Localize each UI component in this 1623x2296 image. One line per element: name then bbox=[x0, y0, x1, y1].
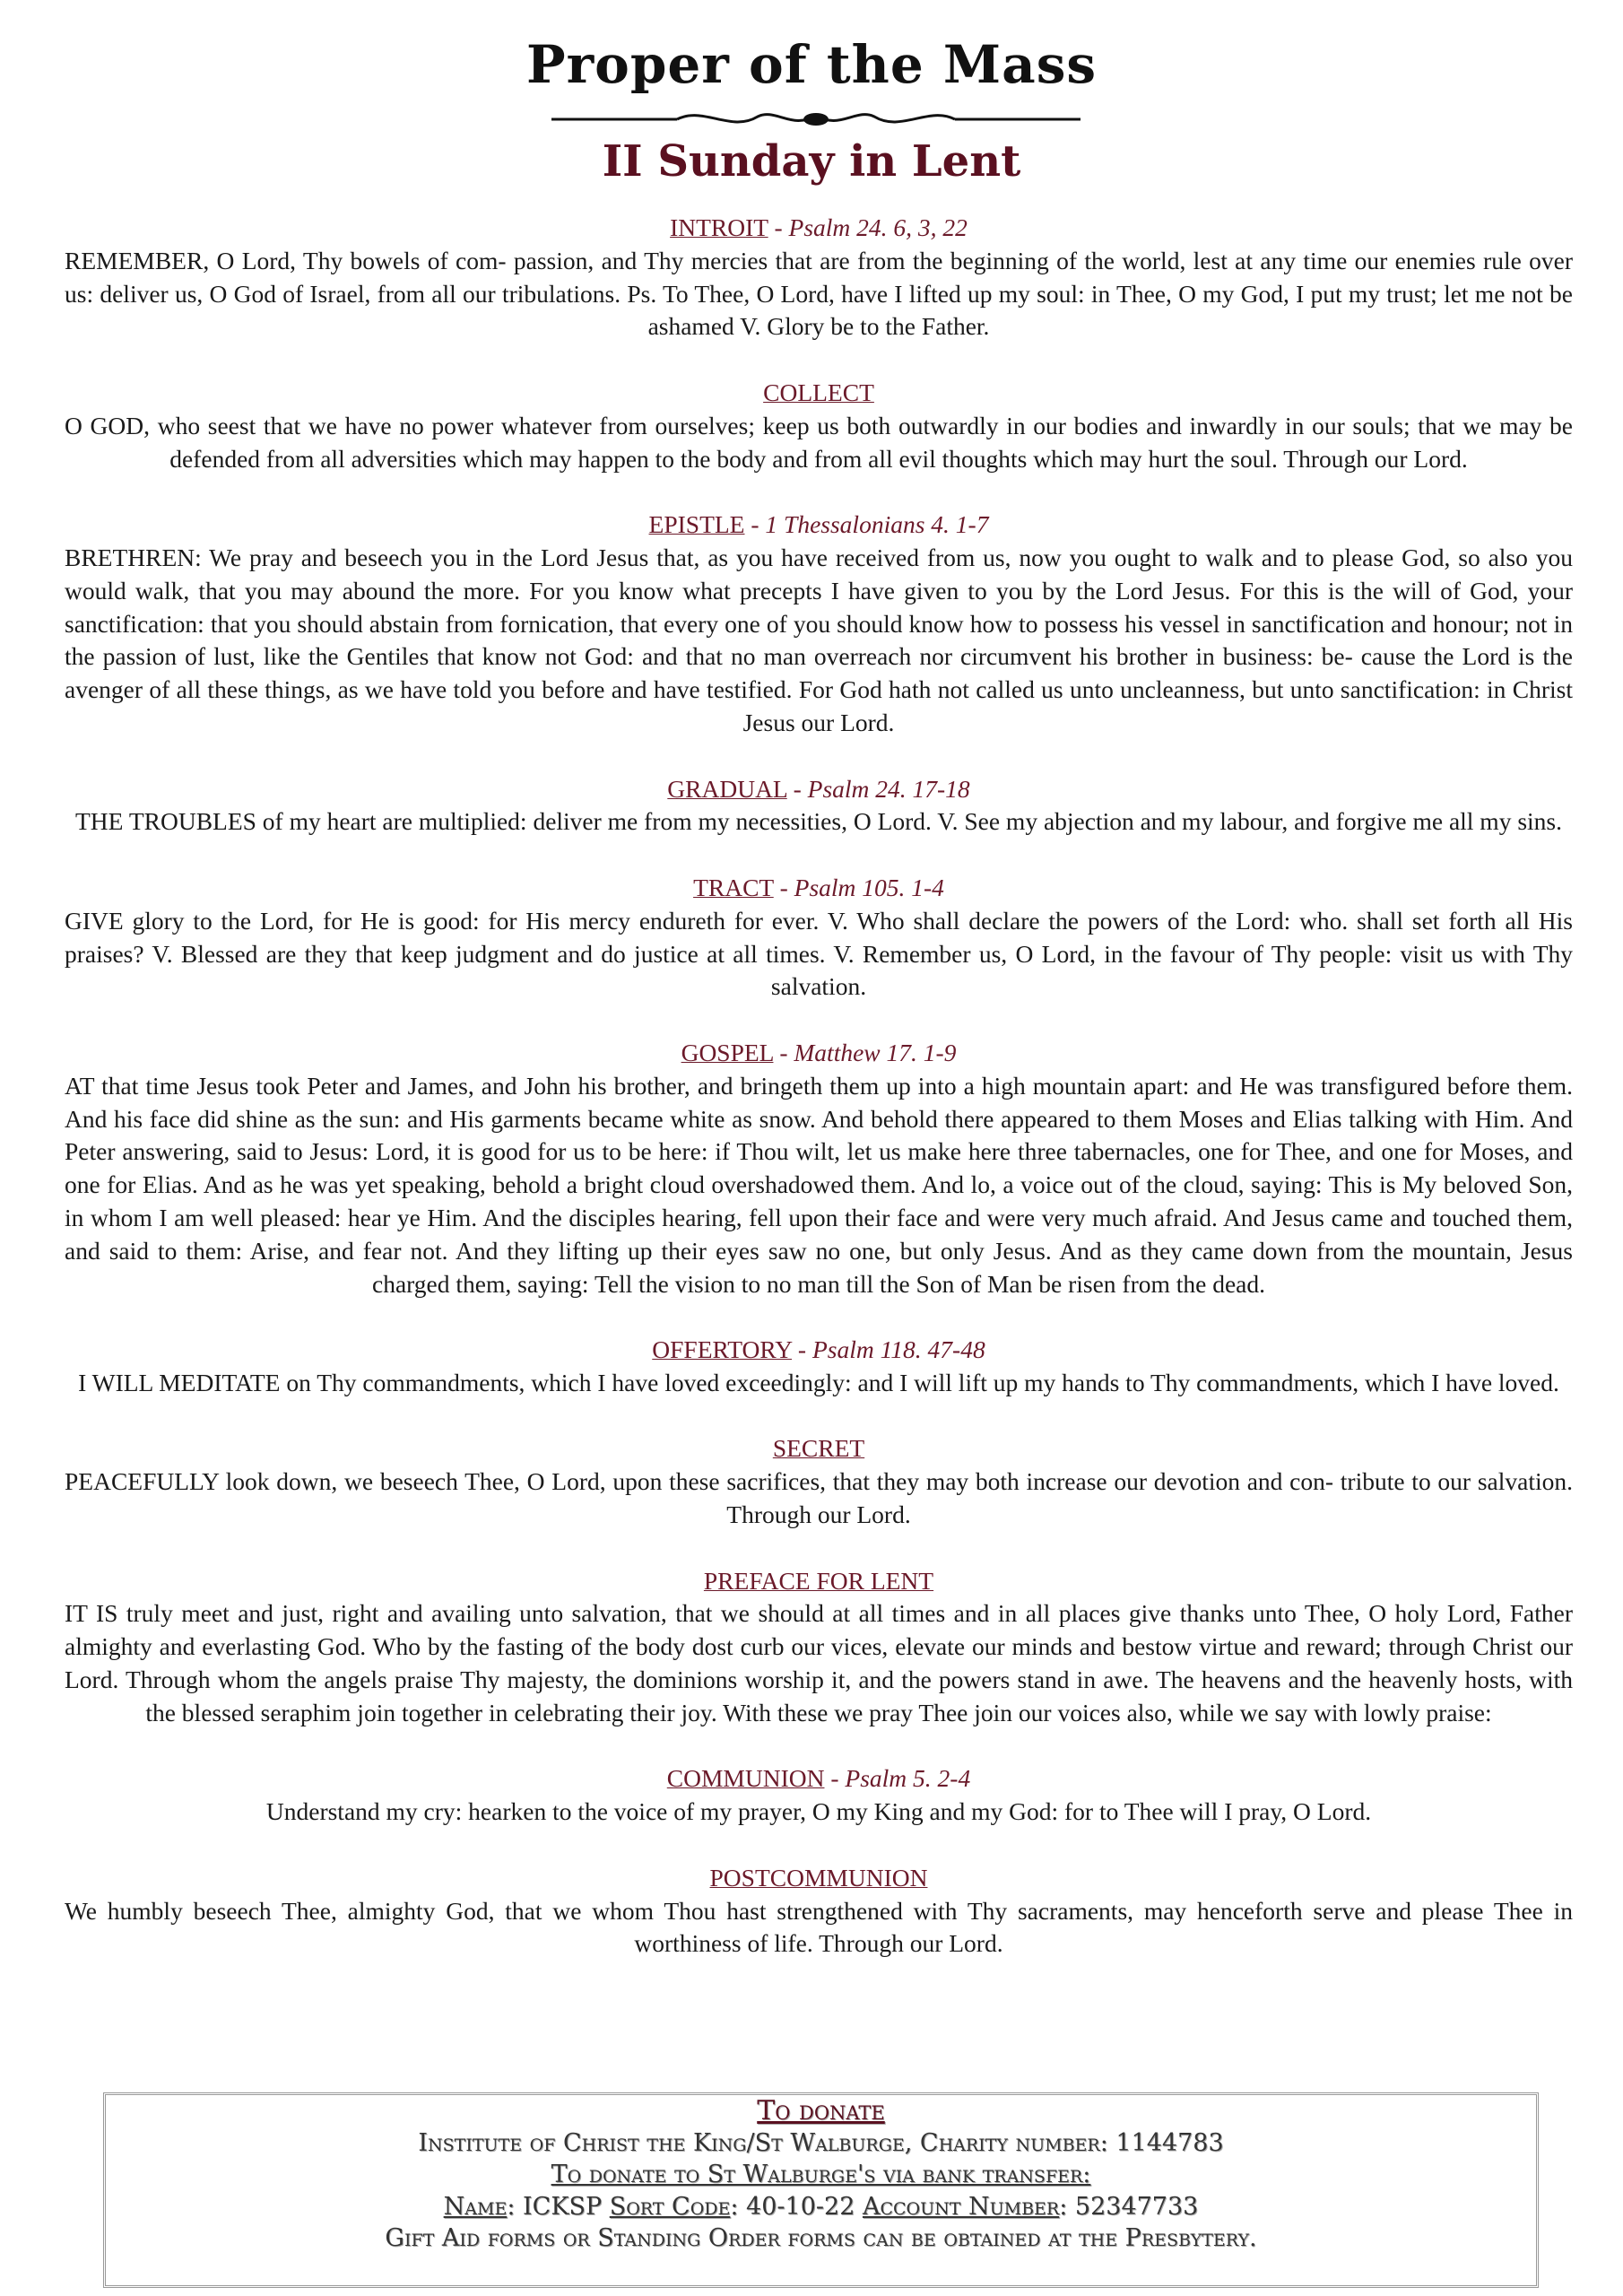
section-postcommunion bbox=[65, 1862, 1573, 1961]
scripture-reference: Matthew 17. 1-9 bbox=[794, 1038, 957, 1066]
section-label: OFFERTORY bbox=[652, 1335, 793, 1364]
section-heading bbox=[65, 1565, 1573, 1598]
section-offertory bbox=[65, 1334, 1573, 1400]
section-text: THE TROUBLES of my heart are multiplied: deliver me from my necessities, O Lord. V. See my abjection and my labour, and forgive me all my sins. bbox=[75, 807, 1562, 836]
section-label: COLLECT bbox=[763, 378, 874, 406]
scripture-reference: Psalm 118. 47-48 bbox=[812, 1335, 985, 1364]
account-number-label: Account Number bbox=[862, 2192, 1060, 2221]
section-heading bbox=[65, 212, 1573, 245]
section-label: INTROIT bbox=[670, 213, 768, 241]
page-subtitle: II Sunday in Lent bbox=[602, 136, 1021, 187]
bank-details bbox=[106, 2191, 1536, 2223]
section-label: GOSPEL bbox=[681, 1038, 774, 1066]
sort-code-value: : 40-10-22 bbox=[730, 2192, 863, 2221]
section-communion bbox=[65, 1762, 1573, 1829]
ornamental-divider bbox=[551, 106, 1081, 133]
section-label: GRADUAL bbox=[667, 774, 787, 803]
section-heading bbox=[65, 872, 1573, 905]
section-label: SECRET bbox=[772, 1434, 865, 1463]
section-text: AT that time Jesus took Peter and James, and John his brother, and bringeth them up into a high mountain apart: and He was transfigured before them. And his face did shine as the sun: and His garments became white as snow. And behold there appeared to them Moses and Elias talking with Him. And Peter answering, said to Jesus: Lord, it is good for us to be here: if Thou wilt, let us make here three tabernacles, one for Thee, and one for Moses, and one for Elias. And as he was yet speaking, behold a bright cloud overshadowed them. And lo, a voice out of the cloud, saying: This is My beloved Son, in whom I am well pleased: hear ye Him. And the disciples hearing, fell upon their face and were very much afraid. And Jesus came and touched them, and said to them: Arise, and fear not. And they lifting up their eyes saw no one, but only Jesus. And as they came down from the mountain, Jesus charged them, saying: Tell the vision to no man till the Son of Man be risen from the dead. bbox=[65, 1071, 1573, 1298]
section-separator: - bbox=[824, 1764, 846, 1793]
donate-title: To donate bbox=[757, 2095, 885, 2126]
section-secret bbox=[65, 1432, 1573, 1531]
account-number-value: : 52347733 bbox=[1059, 2192, 1199, 2221]
section-gradual bbox=[65, 773, 1573, 839]
gift-aid-note: Gift Aid forms or Standing Order forms can be obtained at the Presbytery. bbox=[385, 2224, 1257, 2252]
sort-code-label: Sort Code bbox=[609, 2192, 731, 2221]
section-label: POSTCOMMUNION bbox=[709, 1863, 928, 1892]
section-text: O GOD, who seest that we have no power whatever from ourselves; keep us both outwardly in our bodies and inwardly in our souls; that we may be defended from all adversities which may happen to the body and from all evil thoughts which may hurt the soul. Through our Lord. bbox=[65, 411, 1573, 473]
scripture-reference: Psalm 5. 2-4 bbox=[845, 1764, 971, 1793]
mass-propers bbox=[65, 212, 1573, 1994]
section-collect bbox=[65, 377, 1573, 475]
section-heading bbox=[65, 1432, 1573, 1465]
section-text: I WILL MEDITATE on Thy commandments, which I have loved exceedingly: and I will lift up my hands to Thy commandments, which I have loved. bbox=[78, 1368, 1559, 1396]
charity-info: Institute of Christ the King/St Walburge, Charity number: 1144783 bbox=[418, 2128, 1224, 2157]
section-heading bbox=[65, 1762, 1573, 1796]
scripture-reference: Psalm 24. 17-18 bbox=[807, 774, 970, 803]
section-label: PREFACE FOR LENT bbox=[703, 1566, 934, 1595]
section-separator: - bbox=[773, 1038, 794, 1066]
section-label: TRACT bbox=[693, 873, 774, 901]
section-heading bbox=[65, 377, 1573, 410]
name-value: : ICKSP bbox=[507, 2192, 610, 2221]
scripture-reference: 1 Thessalonians 4. 1-7 bbox=[765, 510, 989, 539]
section-heading bbox=[65, 773, 1573, 806]
section-heading bbox=[65, 509, 1573, 542]
page-title: Proper of the Mass bbox=[525, 34, 1098, 95]
section-introit bbox=[65, 212, 1573, 344]
section-text: REMEMBER, O Lord, Thy bowels of com- passion, and Thy mercies that are from the beginning of the world, lest at any time our enemies rule over us: deliver us, O God of Israel, from all our tribulations. Ps. To Thee, O Lord, have I lifted up my soul: in Thee, O my God, I put my trust; let me not be ashamed V. Glory be to the Father. bbox=[65, 246, 1573, 341]
section-text: BRETHREN: We pray and beseech you in the Lord Jesus that, as you have received from us, now you ought to walk and to please God, so also you would walk, that you may abound the more. For you know what precepts I have given to you by the Lord Jesus. For this is the will of God, your sanctification: that you should abstain from fornication, that every one of you should know how to possess his vessel in sanctification and honour; not in the passion of lust, like the Gentiles that know not God: and that no man overreach nor circumvent his brother in business: be- cause the Lord is the avenger of all these things, as we have told you before and have testified. For God hath not called us unto uncleanness, but unto sanctification: in Christ Jesus our Lord. bbox=[65, 543, 1573, 736]
section-text: GIVE glory to the Lord, for He is good: for His mercy endureth for ever. V. Who shall declare the powers of the Lord: who. shall set forth all His praises? V. Blessed are they that keep judgment and do justice at all times. V. Remember us, O Lord, in the favour of Thy people: visit us with Thy salvation. bbox=[65, 906, 1573, 1001]
section-separator: - bbox=[744, 510, 766, 539]
section-heading bbox=[65, 1862, 1573, 1895]
section-epistle bbox=[65, 509, 1573, 740]
section-separator: - bbox=[773, 873, 794, 901]
section-separator: - bbox=[792, 1335, 812, 1364]
name-label: Name bbox=[443, 2192, 508, 2221]
section-text: Understand my cry: hearken to the voice of my prayer, O my King and my God: for to Thee will I pray, O Lord. bbox=[265, 1797, 1372, 1826]
section-heading bbox=[65, 1037, 1573, 1070]
section-text: IT IS truly meet and just, right and availing unto salvation, that we should at all times and in all places give thanks unto Thee, O holy Lord, Father almighty and everlasting God. Who by the fasting of the body dost curb our vices, elevate our minds and bestow virtue and reward; through Christ our Lord. Through whom the angels praise Thy majesty, the dominions worship it, and the powers stand in awe. The heavens and the heavenly hosts, with the blessed seraphim join together in celebrating their joy. With these we pray Thee join our voices also, while we say with lowly praise: bbox=[65, 1599, 1573, 1726]
section-tract bbox=[65, 872, 1573, 1004]
section-separator: - bbox=[768, 213, 789, 241]
bank-transfer-heading: To donate to St Walburge's via bank transfer: bbox=[551, 2161, 1091, 2188]
section-label: EPISTLE bbox=[648, 510, 745, 539]
donation-box bbox=[103, 2092, 1539, 2288]
section-gospel bbox=[65, 1037, 1573, 1300]
section-separator: - bbox=[786, 774, 808, 803]
scripture-reference: Psalm 24. 6, 3, 22 bbox=[788, 213, 968, 241]
section-label: COMMUNION bbox=[666, 1764, 825, 1793]
section-text: PEACEFULLY look down, we beseech Thee, O Lord, upon these sacrifices, that they may both increase our devotion and con- tribute to our salvation. Through our Lord. bbox=[65, 1467, 1573, 1529]
section-heading bbox=[65, 1334, 1573, 1367]
section-preface-for-lent bbox=[65, 1565, 1573, 1730]
scripture-reference: Psalm 105. 1-4 bbox=[794, 873, 944, 901]
section-text: We humbly beseech Thee, almighty God, that we whom Thou hast strengthened with Thy sacraments, may henceforth serve and please Thee in worthiness of life. Through our Lord. bbox=[65, 1896, 1573, 1958]
